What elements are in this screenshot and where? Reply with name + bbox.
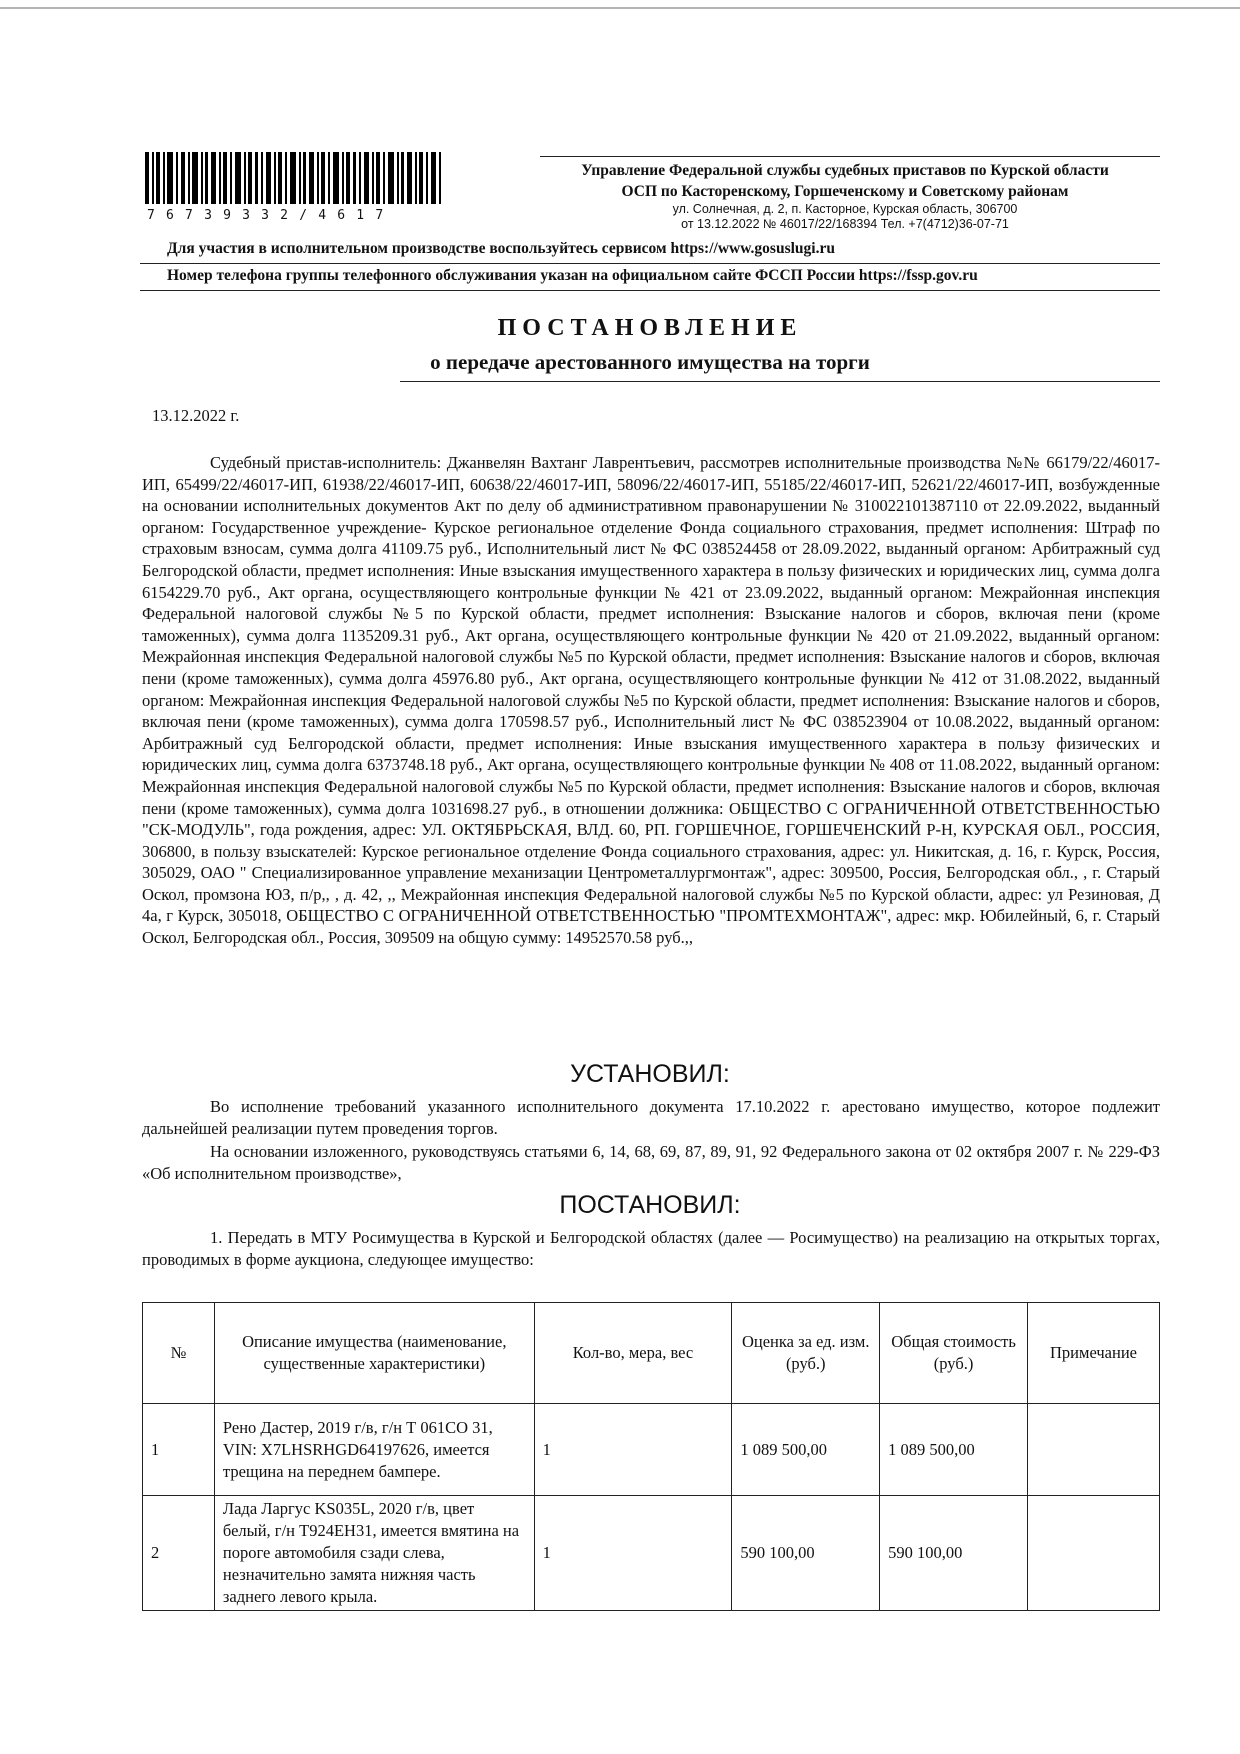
section-established-heading: УСТАНОВИЛ:: [570, 1060, 730, 1088]
scan-artifact-line: [0, 7, 1240, 9]
cell-total: 590 100,00: [880, 1496, 1028, 1611]
agency-address: ул. Солнечная, д. 2, п. Касторное, Курская область, 306700: [672, 202, 1018, 216]
notice-rule: [140, 263, 1160, 264]
cell-number: 2: [143, 1496, 215, 1611]
col-header-number: №: [143, 1303, 215, 1404]
document-date: 13.12.2022 г.: [152, 406, 240, 425]
cell-total: 1 089 500,00: [880, 1404, 1028, 1496]
established-paragraph-1: Во исполнение требований указанного исполнительного документа 17.10.2022 г. арестовано имущество, которое подлежит дальнейшей реализации путем проведения торгов.: [142, 1097, 1160, 1138]
property-table: [142, 1302, 1160, 1611]
barcode-number: 76739332/4617: [147, 208, 395, 223]
col-header-description: Описание имущества (наименование, существенные характеристики): [214, 1303, 534, 1404]
col-header-unit-price: Оценка за ед. изм. (руб.): [732, 1303, 880, 1404]
established-paragraph-2: На основании изложенного, руководствуясь статьями 6, 14, 68, 69, 87, 89, 91, 92 Федерального закона от 02 октября 2007 г. № 229-ФЗ «Об исполнительном производстве»,: [142, 1142, 1160, 1183]
title-rule: [400, 381, 1160, 382]
cell-unit-price: 1 089 500,00: [732, 1404, 880, 1496]
col-header-note: Примечание: [1028, 1303, 1160, 1404]
table-row: [143, 1496, 1160, 1611]
document-reference: от 13.12.2022 № 46017/22/168394 Тел. +7(4712)36-07-71: [681, 217, 1009, 231]
department-name: ОСП по Касторенскому, Горшеченскому и Советскому районам: [621, 183, 1069, 200]
header-rule: [540, 156, 1160, 157]
cell-number: 1: [143, 1404, 215, 1496]
table-header-row: [143, 1303, 1160, 1404]
col-header-quantity: Кол-во, мера, вес: [534, 1303, 732, 1404]
document-subtitle: о передаче арестованного имущества на торги: [430, 350, 870, 374]
agency-name: Управление Федеральной службы судебных приставов по Курской области: [581, 162, 1109, 179]
cell-description: Рено Дастер, 2019 г/в, г/н Т 061СО 31, VIN: X7LHSRHGD64197626, имеется трещина на переднем бампере.: [214, 1404, 534, 1496]
cell-quantity: 1: [534, 1404, 732, 1496]
col-header-total: Общая стоимость (руб.): [880, 1303, 1028, 1404]
phone-notice: Номер телефона группы телефонного обслуживания указан на официальном сайте ФССП России https://fssp.gov.ru: [167, 267, 978, 284]
cell-unit-price: 590 100,00: [732, 1496, 880, 1611]
document-title: ПОСТАНОВЛЕНИЕ: [497, 315, 803, 341]
cell-quantity: 1: [534, 1496, 732, 1611]
cell-description: Лада Ларгус KS035L, 2020 г/в, цвет белый, г/н Т924ЕН31, имеется вмятина на пороге автомобиля сзади слева, незначительно замята нижняя часть заднего левого крыла.: [214, 1496, 534, 1611]
cell-note: [1028, 1404, 1160, 1496]
agency-block: [470, 160, 1220, 232]
resolved-paragraph-1: 1. Передать в МТУ Росимущества в Курской и Белгородской областях (далее — Росимущество) на реализацию на открытых торгах, проводимых в форме аукциона, следующее имущество:: [142, 1228, 1160, 1269]
header-bottom-rule: [140, 290, 1160, 291]
cell-note: [1028, 1496, 1160, 1611]
barcode: [145, 152, 445, 204]
gosuslugi-notice: Для участия в исполнительном производстве воспользуйтесь сервисом https://www.gosuslugi.ru: [167, 240, 835, 257]
section-resolved-heading: ПОСТАНОВИЛ:: [559, 1191, 741, 1219]
intro-paragraph: Судебный пристав-исполнитель: Джанвелян Вахтанг Лаврентьевич, рассмотрев исполнительные производства №№ 66179/22/46017-ИП, 65499/22/46017-ИП, 61938/22/46017-ИП, 60638/22/46017-ИП, 58096/22/46017-ИП, 55185/22/46017-ИП, 52621/22/46017-ИП, возбужденные на основании исполнительных документов Акт по делу об административном правонарушении № 310022101387110 от 22.09.2022, выданный органом: Государственное учреждение- Курское региональное отделение Фонда социального страхования, предмет исполнения: Штраф по страховым взносам, сумма долга 41109.75 руб., Исполнительный лист № ФС 038524458 от 28.09.2022, выданный органом: Арбитражный суд Белгородской области, предмет исполнения: Иные взыскания имущественного характера в пользу физических и юридических лиц, сумма долга 6154229.70 руб., Акт органа, осуществляющего контрольные функции № 421 от 23.09.2022, выданный органом: Межрайонная инспекция Федеральной налоговой службы №5 по Курской области, предмет исполнения: Взыскание налогов и сборов, включая пени (кроме таможенных), сумма долга 1135209.31 руб., Акт органа, осуществляющего контрольные функции № 420 от 21.09.2022, выданный органом: Межрайонная инспекция Федеральной налоговой службы №5 по Курской области, предмет исполнения: Взыскание налогов и сборов, включая пени (кроме таможенных), сумма долга 45976.80 руб., Акт органа, осуществляющего контрольные функции № 412 от 31.08.2022, выданный органом: Межрайонная инспекция Федеральной налоговой службы №5 по Курской области, предмет исполнения: Взыскание налогов и сборов, включая пени (кроме таможенных), сумма долга 170598.57 руб., Исполнительный лист № ФС 038523904 от 10.08.2022, выданный органом: Арбитражный суд Белгородской области, предмет исполнения: Иные взыскания имущественного характера в пользу физических и юридических лиц, сумма долга 6373748.18 руб., Акт органа, осуществляющего контрольные функции № 408 от 11.08.2022, выданный органом: Межрайонная инспекция Федеральной налоговой службы №5 по Курской области, предмет исполнения: Взыскание налогов и сборов, включая пени (кроме таможенных), сумма долга 1031698.27 руб., в отношении должника: ОБЩЕСТВО С ОГРАНИЧЕННОЙ ОТВЕТСТВЕННОСТЬЮ "СК-МОДУЛЬ", года рождения, адрес: УЛ. ОКТЯБРЬСКАЯ, ВЛД. 60, РП. ГОРШЕЧНОЕ, ГОРШЕЧЕНСКИЙ Р-Н, КУРСКАЯ ОБЛ., РОССИЯ, 306800, в пользу взыскателей: Курское региональное отделение Фонда социального страхования, адрес: ул. Никитская, д. 16, г. Курск, Россия, 305029, ОАО " Специализированное управление механизации Центрометаллургмонтаж", адрес: 309500, Россия, Белгородская обл., , г. Старый Оскол, промзона ЮЗ, п/р,, , д. 42, ,, Межрайонная инспекция Федеральной налоговой службы №5 по Курской области, адрес: ул Резиновая, Д 4а, г Курск, 305018, ОБЩЕСТВО С ОГРАНИЧЕННОЙ ОТВЕТСТВЕННОСТЬЮ "ПРОМТЕХМОНТАЖ", адрес: мкр. Юбилейный, 6, г. Старый Оскол, Белгородская обл., Россия, 309509 на общую сумму: 14952570.58 руб.,,: [142, 453, 1160, 948]
table-row: [143, 1404, 1160, 1496]
